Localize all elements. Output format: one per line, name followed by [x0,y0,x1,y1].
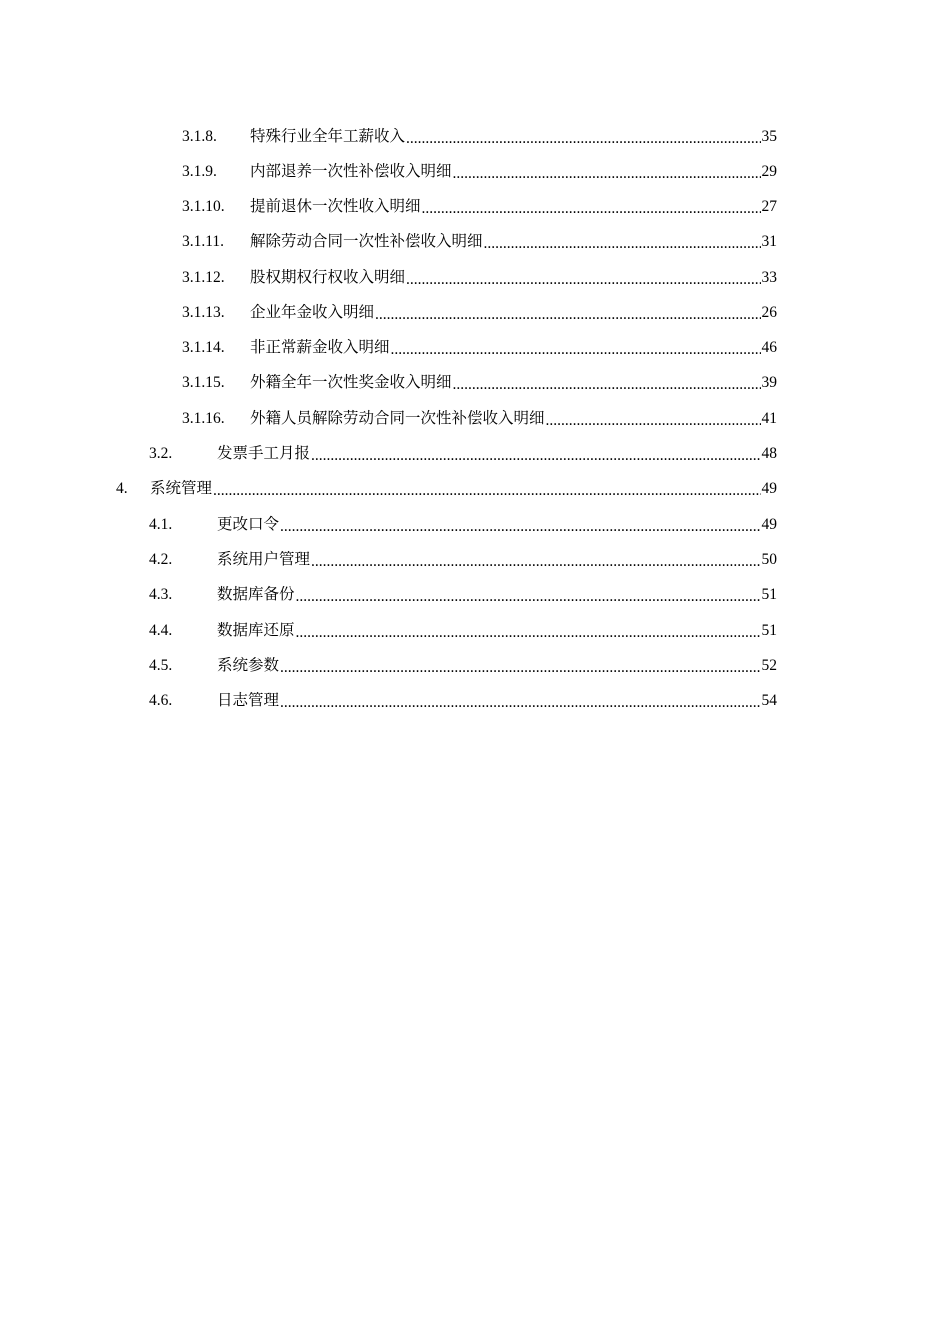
toc-dot-leader [213,483,760,499]
toc-entry-page: 46 [761,339,777,357]
toc-dot-leader [422,201,761,217]
toc-dot-leader [546,413,761,429]
toc-entry-title: 日志管理 [217,692,280,710]
toc-entry-number: 4.1. [149,516,173,534]
toc-entry-number: 4.5. [149,657,173,675]
toc-entry-number: 3.1.8. [182,128,217,146]
toc-entry-title: 数据库备份 [217,586,295,604]
toc-entry[interactable] [182,155,777,189]
toc-entry-title: 系统参数 [217,657,280,675]
toc-entry-title: 企业年金收入明细 [250,304,375,322]
toc-entry[interactable] [182,190,777,224]
toc-entry-title: 内部退养一次性补偿收入明细 [250,163,452,181]
toc-entry-title: 外籍人员解除劳动合同一次性补偿收入明细 [250,410,545,428]
toc-entry-number: 4. [116,480,128,498]
toc-entry-page: 54 [761,692,777,710]
toc-entry-page: 49 [761,480,777,498]
toc-entry-number: 4.6. [149,692,173,710]
toc-entry[interactable] [116,472,777,506]
toc-entry-number: 3.1.15. [182,374,225,392]
toc-entry[interactable] [149,508,777,542]
toc-entry-page: 31 [761,233,777,251]
toc-entry-number: 3.1.14. [182,339,225,357]
toc-dot-leader [453,377,761,393]
toc-dot-leader [311,448,760,464]
toc-entry-page: 29 [761,163,777,181]
toc-entry-title: 股权期权行权收入明细 [250,269,406,287]
toc-entry-number: 3.1.16. [182,410,225,428]
toc-dot-leader [280,695,760,711]
toc-entry-page: 33 [761,269,777,287]
toc-entry-number: 3.1.10. [182,198,225,216]
toc-entry[interactable] [182,402,777,436]
toc-entry-page: 27 [761,198,777,216]
toc-entry-page: 52 [761,657,777,675]
toc-entry-number: 3.1.11. [182,233,225,251]
toc-entry-title: 特殊行业全年工薪收入 [250,128,406,146]
toc-dot-leader [296,625,761,641]
toc-entry-page: 51 [761,586,777,604]
toc-entry-title: 发票手工月报 [217,445,311,463]
toc-entry-title: 系统管理 [150,480,213,498]
toc-entry[interactable] [182,366,777,400]
toc-entry[interactable] [182,120,777,154]
toc-entry-title: 解除劳动合同一次性补偿收入明细 [250,233,483,251]
toc-entry[interactable] [182,261,777,295]
toc-dot-leader [391,342,761,358]
toc-entry-page: 26 [761,304,777,322]
toc-entry[interactable] [149,543,777,577]
toc-dot-leader [296,589,761,605]
toc-entry-title: 非正常薪金收入明细 [250,339,390,357]
toc-entry-page: 50 [761,551,777,569]
toc-entry-number: 4.2. [149,551,173,569]
toc-dot-leader [375,307,760,323]
toc-entry[interactable] [182,225,777,259]
toc-dot-leader [280,519,760,535]
toc-dot-leader [406,131,760,147]
toc-entry-page: 35 [761,128,777,146]
toc-entry[interactable] [182,331,777,365]
toc-entry-page: 49 [761,516,777,534]
toc-entry-title: 数据库还原 [217,622,295,640]
toc-entry-title: 更改口令 [217,516,280,534]
toc-entry-page: 41 [761,410,777,428]
toc-dot-leader [406,272,760,288]
toc-entry-title: 提前退休一次性收入明细 [250,198,421,216]
toc-entry[interactable] [182,296,777,330]
toc-dot-leader [280,660,760,676]
toc-entry[interactable] [149,614,777,648]
toc-entry-number: 3.2. [149,445,173,463]
toc-entry-page: 51 [761,622,777,640]
toc-entry-page: 39 [761,374,777,392]
toc-entry-page: 48 [761,445,777,463]
toc-entry-number: 3.1.12. [182,269,225,287]
toc-entry-title: 系统用户管理 [217,551,311,569]
toc-entry-title: 外籍全年一次性奖金收入明细 [250,374,452,392]
toc-entry-number: 3.1.13. [182,304,225,322]
toc-entry-number: 3.1.9. [182,163,217,181]
toc-entry[interactable] [149,649,777,683]
toc-entry-number: 4.4. [149,622,173,640]
toc-entry-number: 4.3. [149,586,173,604]
toc-entry[interactable] [149,578,777,612]
toc-entry[interactable] [149,684,777,718]
toc-dot-leader [311,554,760,570]
toc-dot-leader [453,166,761,182]
toc-dot-leader [484,236,761,252]
toc-entry[interactable] [149,437,777,471]
